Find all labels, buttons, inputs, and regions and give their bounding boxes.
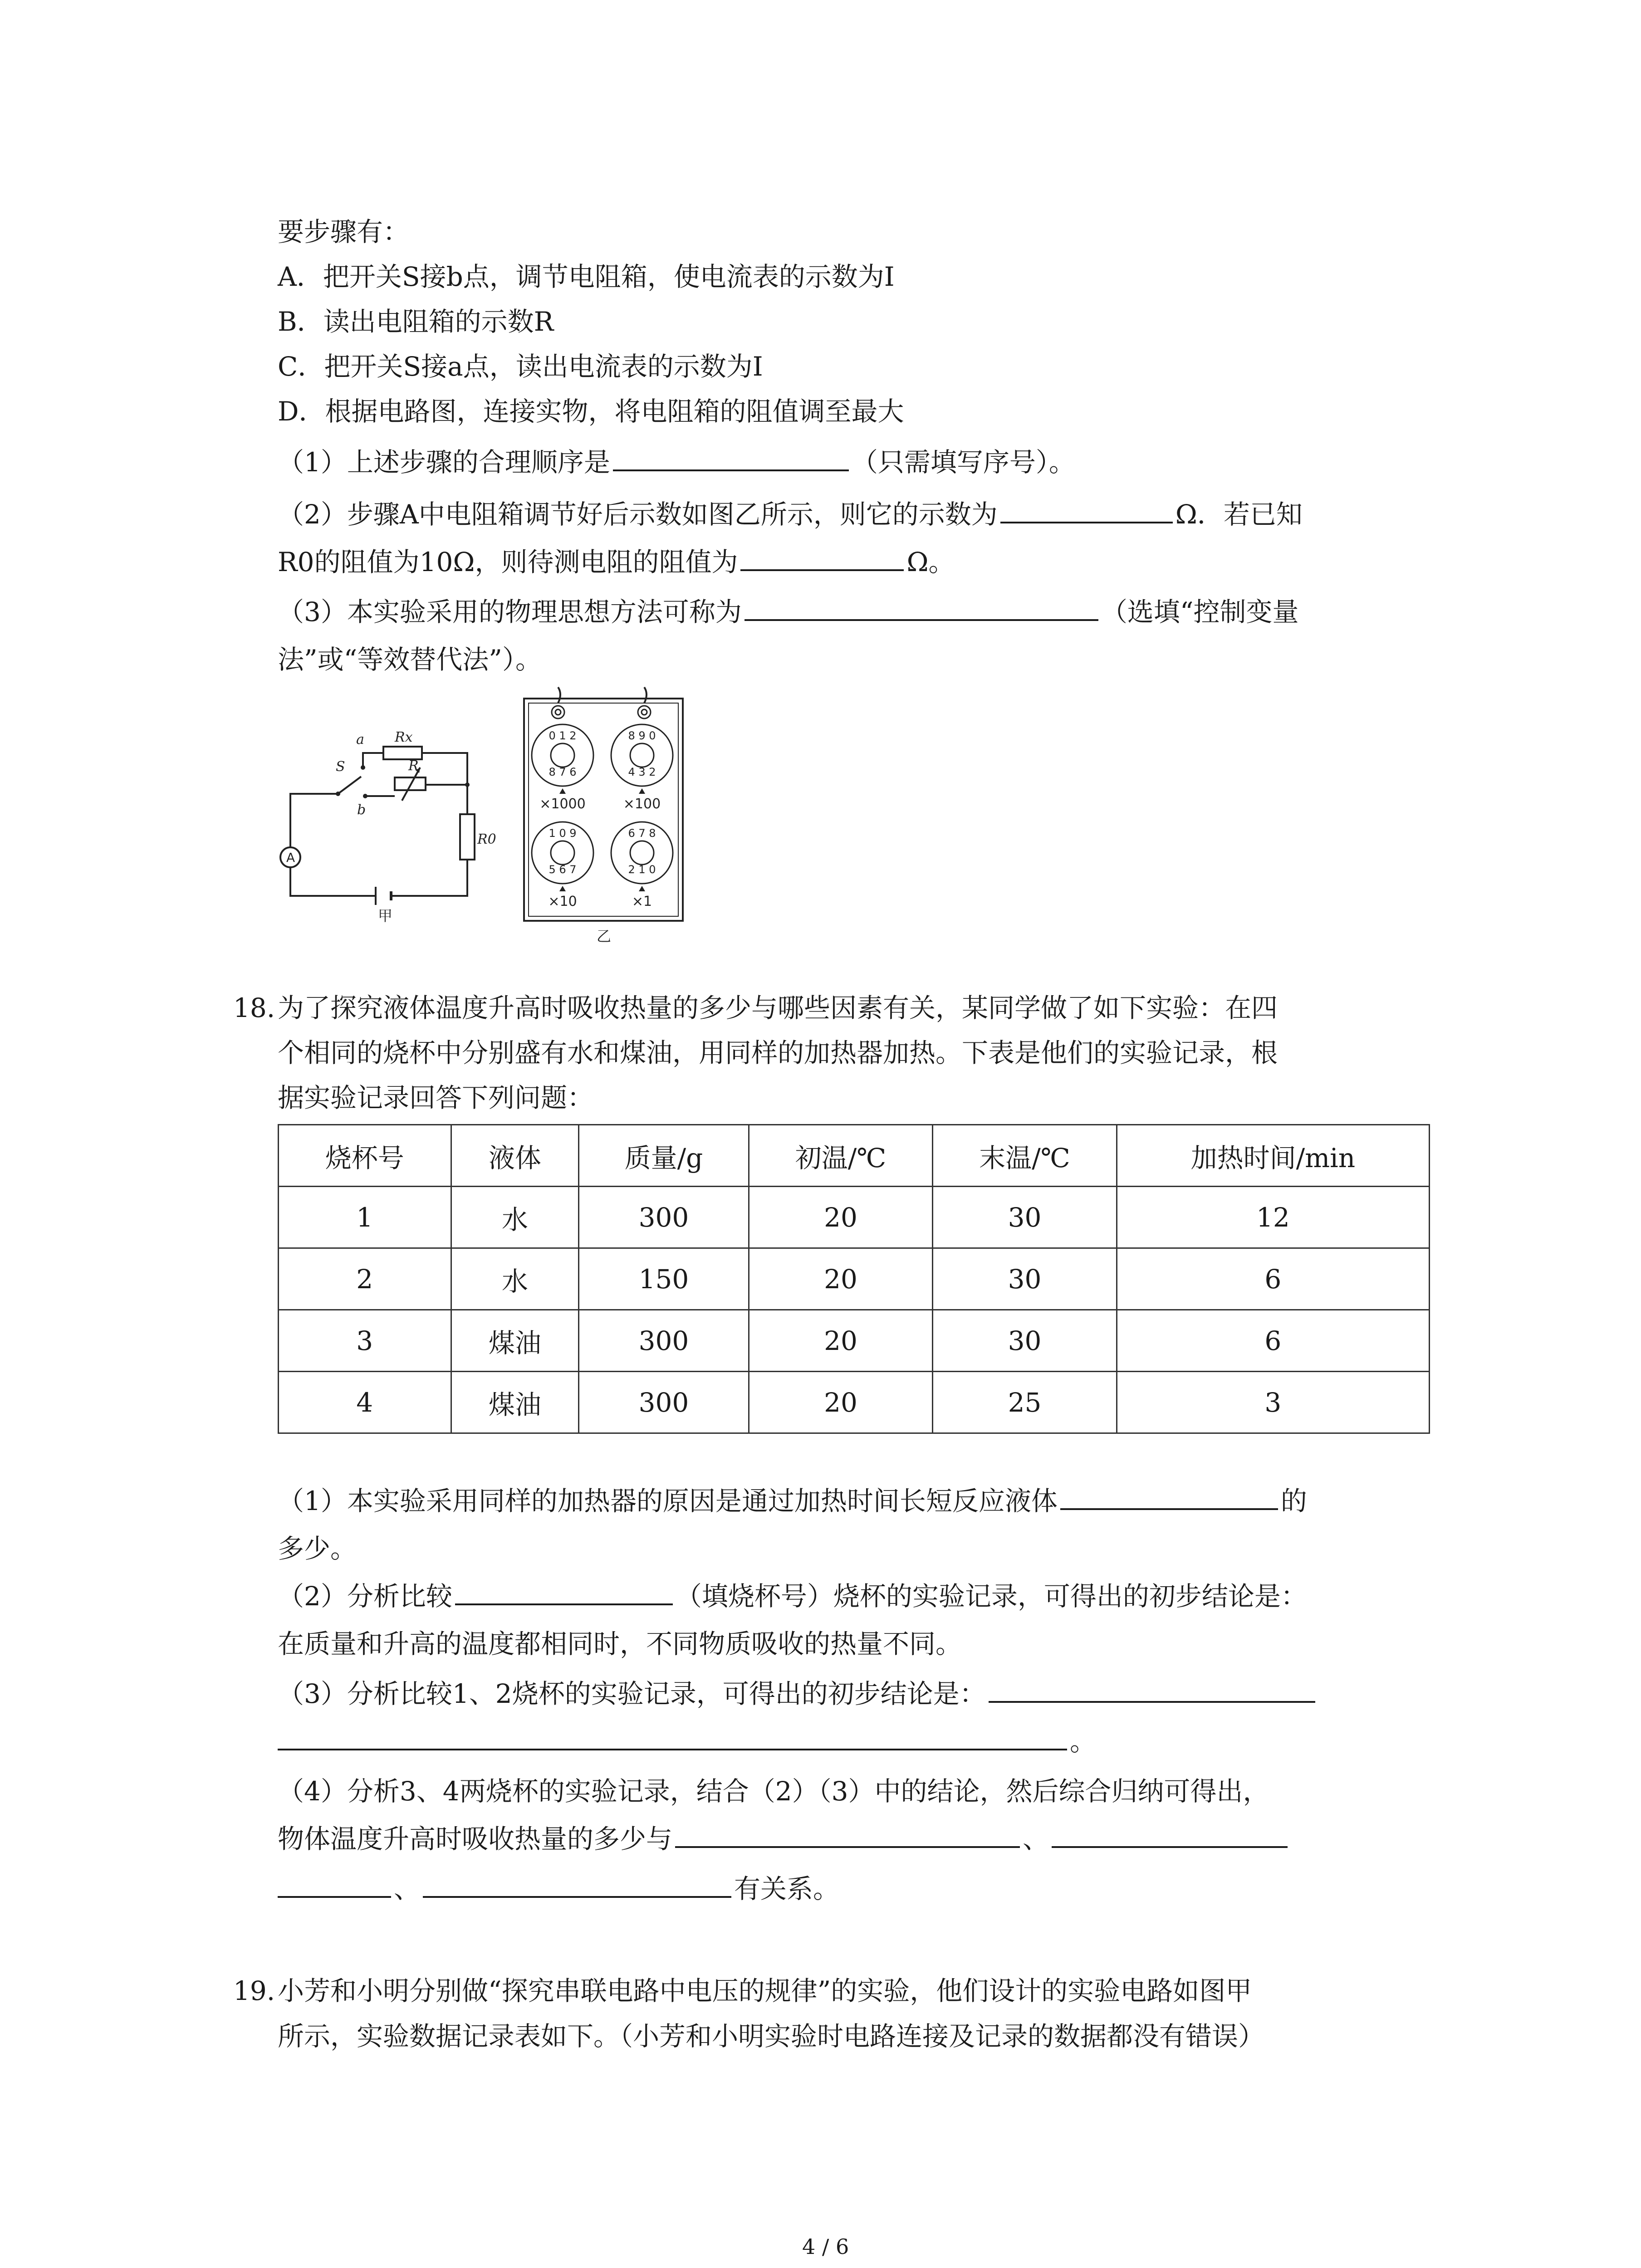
q19-line1: 小芳和小明分别做“探究串联电路中电压的规律”的实验，他们设计的实验电路如图甲 [278, 1975, 1252, 2006]
q18-sub4-line3 [278, 1873, 840, 1904]
answer-blank[interactable] [1052, 1828, 1288, 1848]
dial-label: ×1000 [539, 796, 586, 812]
dial-label: ×1 [632, 894, 652, 909]
table-header: 末温/℃ [933, 1125, 1117, 1187]
answer-blank[interactable] [675, 1828, 1020, 1848]
q17-sub2 [278, 501, 1303, 528]
table-cell: 25 [933, 1372, 1117, 1433]
table-cell: 30 [933, 1248, 1117, 1310]
table-cell: 20 [749, 1372, 932, 1433]
table-cell: 6 [1117, 1248, 1429, 1310]
table-cell: 3 [1117, 1372, 1429, 1433]
svg-text:8 9 0: 8 9 0 [628, 729, 656, 742]
table-cell: 6 [1117, 1310, 1429, 1372]
q17-sub1-suffix: （只需填写序号）。 [851, 447, 1075, 478]
table-cell: 300 [579, 1187, 749, 1248]
svg-text:0 1 2: 0 1 2 [549, 729, 577, 742]
q17-sub2-prompt2: R0的阻值为10Ω，则待测电阻的阻值为 [278, 547, 738, 577]
table-cell: 煤油 [451, 1372, 579, 1433]
q18-sub3-prompt: （3）分析比较1、2烧杯的实验记录，可得出的初步结论是： [278, 1678, 986, 1709]
q17-sub1 [278, 447, 1075, 478]
svg-text:6 7 8: 6 7 8 [628, 827, 656, 840]
intro-text: 要步骤有： [278, 216, 410, 247]
q17-sub2-unit: Ω。 [906, 547, 955, 577]
q18-sub1-line2: 多少。 [278, 1533, 357, 1564]
circuit-diagram [272, 717, 508, 925]
r-label: R [408, 758, 419, 774]
q18-line3: 据实验记录回答下列问题： [278, 1082, 594, 1113]
q17-sub2-suffix: Ω．若已知 [1175, 499, 1303, 530]
dial-label: ×10 [548, 894, 577, 909]
q18-sub4-line2 [278, 1823, 1290, 1854]
q17-sub3-line2: 法”或“等效替代法”）。 [278, 644, 542, 675]
ammeter-icon: A [286, 850, 295, 865]
q18-sub3 [278, 1678, 1318, 1709]
page-number: 4 / 6 [802, 2234, 849, 2259]
table-cell: 20 [749, 1187, 932, 1248]
q18-sub2-line2: 在质量和升高的温度都相同时，不同物质吸收的热量不同。 [278, 1628, 962, 1659]
q17-sub2-prompt: （2）步骤A中电阻箱调节好后示数如图乙所示，则它的示数为 [278, 499, 998, 530]
resistance-box-figure [515, 685, 705, 948]
table-header: 烧杯号 [279, 1125, 451, 1187]
table-cell: 20 [749, 1310, 932, 1372]
switch-label: S [336, 759, 345, 775]
rx-label: Rx [395, 729, 413, 745]
point-b-label: b [357, 802, 366, 818]
table-header: 加热时间/min [1117, 1125, 1429, 1187]
table-header: 初温/℃ [749, 1125, 932, 1187]
table-cell: 1 [279, 1187, 451, 1248]
answer-blank[interactable] [1060, 1490, 1278, 1510]
table-cell: 300 [579, 1310, 749, 1372]
table-header-row [279, 1125, 1430, 1187]
q17-sub1-prompt: （1）上述步骤的合理顺序是 [278, 447, 610, 478]
q18-sub4-prompt: 物体温度升高时吸收热量的多少与 [278, 1823, 673, 1854]
answer-blank[interactable] [278, 1730, 1067, 1750]
svg-text:8 7 6: 8 7 6 [549, 766, 577, 778]
table-cell: 150 [579, 1248, 749, 1310]
table-cell: 300 [579, 1372, 749, 1433]
answer-blank[interactable] [989, 1683, 1315, 1703]
q18-sub1-suffix: 的 [1280, 1486, 1307, 1516]
table-cell: 2 [279, 1248, 451, 1310]
table-cell: 水 [451, 1248, 579, 1310]
table-row [279, 1187, 1430, 1248]
step-b: B．读出电阻箱的示数R [278, 306, 554, 337]
q18-sub1-prompt: （1）本实验采用同样的加热器的原因是通过加热时间长短反应液体 [278, 1486, 1058, 1516]
q18-sub4-suffix: 有关系。 [734, 1873, 840, 1904]
svg-text:4 3 2: 4 3 2 [628, 766, 656, 778]
q18-sub2-prompt: （2）分析比较 [278, 1581, 452, 1612]
q17-sub3-suffix: （选填“控制变量 [1101, 596, 1299, 627]
svg-text:2 1 0: 2 1 0 [628, 863, 656, 876]
q18-line1: 为了探究液体温度升高时吸收热量的多少与哪些因素有关，某同学做了如下实验：在四 [278, 992, 1278, 1023]
data-table [278, 1124, 1430, 1434]
answer-blank[interactable] [745, 601, 1098, 621]
answer-blank[interactable] [740, 551, 904, 571]
q17-sub2-line2 [278, 549, 955, 575]
table-cell: 12 [1117, 1187, 1429, 1248]
table-cell: 30 [933, 1310, 1117, 1372]
q18-sub4: （4）分析3、4两烧杯的实验记录，结合（2）（3）中的结论，然后综合归纳可得出， [278, 1776, 1269, 1807]
figure-yi-caption: 乙 [597, 928, 612, 945]
q19-number: 19. [233, 1975, 275, 2006]
q18-sub4-sep1: 、 [1023, 1823, 1049, 1854]
r0-label: R0 [477, 831, 496, 847]
q18-line2: 个相同的烧杯中分别盛有水和煤油，用同样的加热器加热。下表是他们的实验记录，根 [278, 1037, 1278, 1068]
table-cell: 水 [451, 1187, 579, 1248]
table-cell: 30 [933, 1187, 1117, 1248]
dial-label: ×100 [623, 796, 661, 812]
table-cell: 煤油 [451, 1310, 579, 1372]
step-c: C．把开关S接a点，读出电流表的示数为I [278, 351, 763, 382]
svg-text:1 0 9: 1 0 9 [549, 827, 577, 840]
q17-sub3-prompt: （3）本实验采用的物理思想方法可称为 [278, 596, 742, 627]
table-cell: 3 [279, 1310, 451, 1372]
step-a: A．把开关S接b点，调节电阻箱，使电流表的示数为I [278, 261, 895, 292]
q19-line2: 所示，实验数据记录表如下。（小芳和小明实验时电路连接及记录的数据都没有错误） [278, 2021, 1265, 2052]
table-header: 液体 [451, 1125, 579, 1187]
answer-blank[interactable] [613, 451, 849, 471]
step-d: D．根据电路图，连接实物，将电阻箱的阻值调至最大 [278, 396, 904, 427]
table-cell: 20 [749, 1248, 932, 1310]
point-a-label: a [356, 732, 364, 748]
table-row [279, 1372, 1430, 1433]
q18-sub2-suffix: （填烧杯号）烧杯的实验记录，可得出的初步结论是： [675, 1581, 1307, 1612]
answer-blank[interactable] [1000, 503, 1173, 523]
q18-sub3-period: 。 [1070, 1726, 1097, 1757]
table-row [279, 1310, 1430, 1372]
q18-number: 18. [233, 992, 275, 1023]
svg-text:5 6 7: 5 6 7 [549, 863, 577, 876]
q18-sub1 [278, 1488, 1307, 1514]
answer-blank[interactable] [278, 1878, 391, 1898]
answer-blank[interactable] [455, 1585, 673, 1605]
table-header: 质量/g [579, 1125, 749, 1187]
table-row [279, 1248, 1430, 1310]
table-cell: 4 [279, 1372, 451, 1433]
q17-sub3 [278, 596, 1299, 627]
q18-sub3-line2 [278, 1728, 1096, 1755]
figure-jia-caption: 甲 [378, 907, 393, 924]
q18-sub4-sep2: 、 [394, 1873, 421, 1904]
q18-sub2 [278, 1581, 1307, 1612]
answer-blank[interactable] [423, 1878, 731, 1898]
